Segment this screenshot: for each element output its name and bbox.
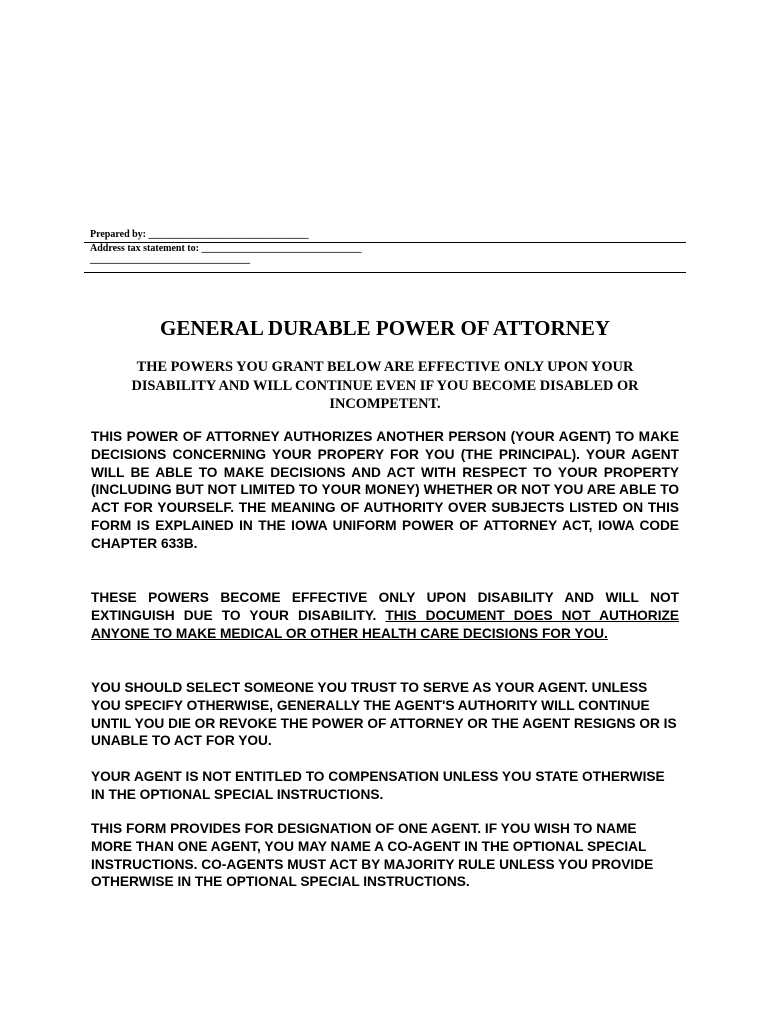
header-rule-top <box>84 242 686 243</box>
paragraph-effective-text: THESE POWERS BECOME EFFECTIVE ONLY UPON DISABILITY AND WILL NOT EXTINGUISH DUE TO YOUR DISABILITY. <box>91 590 679 623</box>
document-subtitle: THE POWERS YOU GRANT BELOW ARE EFFECTIVE ONLY UPON YOUR DISABILITY AND WILL CONTINUE EVEN IF YOU BECOME DISABLED OR INCOMPETENT. <box>131 359 639 412</box>
paragraph-co-agent: THIS FORM PROVIDES FOR DESIGNATION OF ONE AGENT. IF YOU WISH TO NAME MORE THAN ONE AGENT, YOU MAY NAME A CO-AGENT IN THE OPTIONAL SPECIAL INSTRUCTIONS. CO-AGENTS MUST ACT BY MAJORITY RULE UNLESS YOU PROVIDE OTHERWISE IN THE OPTIONAL SPECIAL INSTRUCTIONS. <box>91 821 654 890</box>
paragraph-effective-underlined: THIS DOCUMENT DOES NOT AUTHORIZE ANYONE TO MAKE MEDICAL OR OTHER HEALTH CARE DECISIONS FOR YOU. <box>91 607 679 641</box>
header-blank-line: ________________________________ <box>90 254 250 265</box>
paragraph-effective <box>91 589 679 642</box>
address-tax-line: Address tax statement to: ________________________________ <box>90 243 362 254</box>
paragraph-select-agent: YOU SHOULD SELECT SOMEONE YOU TRUST TO SERVE AS YOUR AGENT. UNLESS YOU SPECIFY OTHERWISE, GENERALLY THE AGENT'S AUTHORITY WILL CONTINUE UNTIL YOU DIE OR REVOKE THE POWER OF ATTORNEY OR THE AGENT RESIGNS OR IS UNABLE TO ACT FOR YOU. <box>91 680 677 749</box>
header-rule-bottom <box>84 272 686 273</box>
prepared-by-line: Prepared by: ________________________________ <box>90 229 309 240</box>
paragraph-compensation: YOUR AGENT IS NOT ENTITLED TO COMPENSATION UNLESS YOU STATE OTHERWISE IN THE OPTIONAL SPECIAL INSTRUCTIONS. <box>91 769 665 802</box>
paragraph-authority: THIS POWER OF ATTORNEY AUTHORIZES ANOTHER PERSON (YOUR AGENT) TO MAKE DECISIONS CONCERNING YOUR PROPERY FOR YOU (THE PRINCIPAL). YOUR AGENT WILL BE ABLE TO MAKE DECISIONS AND ACT WITH RESPECT TO YOUR PROPERTY (INCLUDING BUT NOT LIMITED TO YOUR MONEY) WHETHER OR NOT YOU ARE ABLE TO ACT FOR YOURSELF. THE MEANING OF AUTHORITY OVER SUBJECTS LISTED ON THIS FORM IS EXPLAINED IN THE IOWA UNIFORM POWER OF ATTORNEY ACT, IOWA CODE CHAPTER 633B. <box>91 429 679 551</box>
document-title: GENERAL DURABLE POWER OF ATTORNEY <box>159 316 610 340</box>
